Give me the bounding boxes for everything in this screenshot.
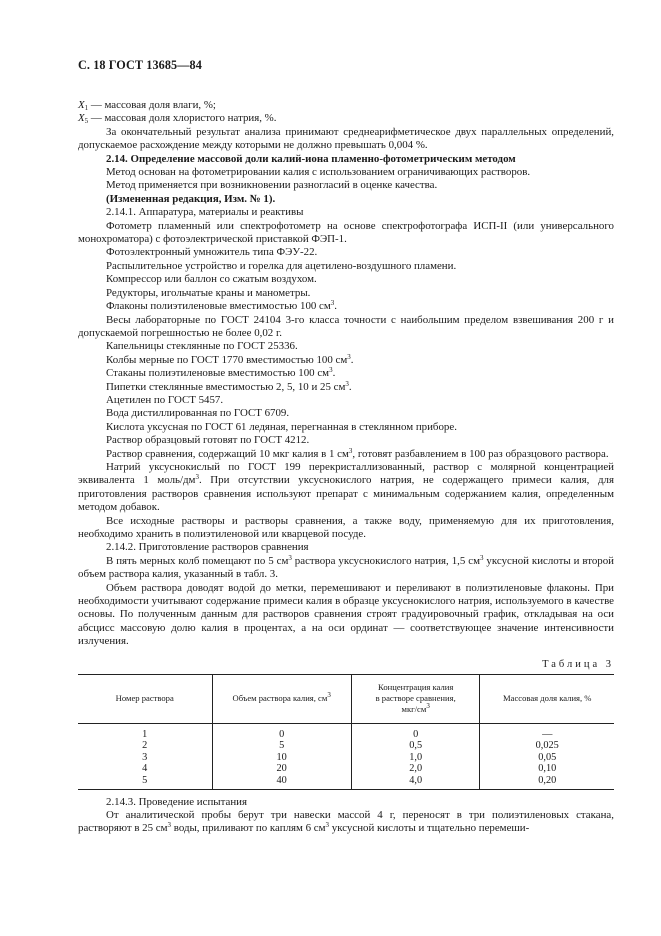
equip-reducers: Редукторы, игольчатые краны и манометры. <box>106 286 311 299</box>
equip-sodium-acetate: Натрий уксуснокислый по ГОСТ 199 перекристаллизованный, раствор с молярной концентрацией эквивалента 1 моль/$дм^3$. При отсутствии уксуснокислого натрия, не содержащего примеси калия, для приготовления растворов сравнения используют препарат с минимальным содержанием калия, определенным методом добавок. <box>78 460 614 514</box>
equip-pipettes: Пипетки стеклянные вместимостью 2, 5, 10 и 25 $см^3$. <box>106 379 352 393</box>
method-application: Метод применяется при возникновении разногласий в оценке качества. <box>106 179 438 192</box>
equip-scales: Весы лабораторные по ГОСТ 24104 3-го класса точности с наибольшим пределом взвешивания 200 г и допускаемой погрешностью не более 0,02 г. <box>78 313 614 339</box>
section-2-14-title: 2.14. Определение массовой доли калий-иона пламенно-фотометрическим методом <box>106 152 516 165</box>
section-2-14-3-title: 2.14.3. Проведение испытания <box>106 795 247 808</box>
edition-note: (Измененная редакция, Изм. № 1). <box>106 192 276 205</box>
col-concentration-header: Концентрация калия в растворе сравнения, мкг/$см^3$ <box>351 674 480 723</box>
col-volume-header: Объем раствора калия, $см^3$ <box>212 674 351 723</box>
equip-compressor: Компрессор или баллон со сжатым воздухом. <box>106 273 317 286</box>
equip-storage: Все исходные растворы и растворы сравнения, а также воду, применяемую для их приготовления, необходимо хранить в полиэтиленовой или кварцевой посуде. <box>78 514 614 540</box>
document-page <box>78 58 614 836</box>
equip-capillaries: Капельницы стеклянные по ГОСТ 25336. <box>106 340 298 353</box>
table-header-row <box>78 674 614 723</box>
equip-acetylene: Ацетилен по ГОСТ 5457. <box>106 393 224 406</box>
equip-water: Вода дистиллированная по ГОСТ 6709. <box>106 407 290 420</box>
method-principle: Метод основан на фотометрировании калия с использованием ограничивающих растворов. <box>106 166 531 179</box>
symbol-x1: X <box>78 99 85 111</box>
table-caption: Таблица 3 <box>542 658 614 670</box>
table-3 <box>78 674 614 790</box>
equip-flasks-pe: Флаконы полиэтиленовые вместимостью 100 $см^3$. <box>106 299 338 313</box>
col-number-header: Номер раствора <box>78 674 212 723</box>
equip-burner: Распылительное устройство и горелка для ацетилено-воздушного пламени. <box>106 259 457 272</box>
equip-volumetric-flasks: Колбы мерные по ГОСТ 1770 вместимостью 100 $см^3$. <box>106 352 354 366</box>
symbol-x5: X <box>78 112 85 125</box>
col-mass-header: Массовая доля калия, % <box>480 674 614 723</box>
equip-photometer: Фотометр пламенный или спектрофотометр на основе спектрофотографа ИСП-II (или универсального монохроматора) с фотоэлектрической приставкой ФЭП-1. <box>78 219 614 246</box>
table-row: 4 20 2,0 0,10 <box>78 763 614 775</box>
table-row: 1 0 0 — <box>78 723 614 740</box>
table-row: 2 5 0,5 0,025 <box>78 740 614 752</box>
section-2-14-1-title: 2.14.1. Аппаратура, материалы и реактивы <box>106 206 304 219</box>
equip-sample-solution: Раствор образцовый готовят по ГОСТ 4212. <box>106 434 310 447</box>
definition-x5: $X_5$ — массовая доля хлористого натрия, %. <box>78 112 277 126</box>
preparation-paragraph-2: Объем раствора доводят водой до метки, перемешивают и переливают в полиэтиленовые флаконы. При необходимости учитывают содержание примеси калия в образце уксуснокислого натрия, используемого в качестве основы. По полученным данным для растворов сравнения строят градуировочный график, откладывая на оси абсцисс массовую долю калия в процентах, а на оси ординат — соответствующее значение интенсивности излучения. <box>78 581 614 648</box>
equip-comparison-solution: Раствор сравнения, содержащий 10 мкг калия в 1 $см^3$, готовят разбавлением в 100 раз образцового раствора. <box>106 446 609 460</box>
equip-multiplier: Фотоэлектронный умножитель типа ФЭУ-22. <box>106 246 318 259</box>
equip-glasses: Стаканы полиэтиленовые вместимостью 100 $см^3$. <box>106 366 336 380</box>
page-header: С. 18 ГОСТ 13685—84 <box>78 58 202 72</box>
test-paragraph: От аналитической пробы берут три навески массой 4 г, переносят в три полиэтиленовых стакана, растворяют в 25 $см^3$ воды, приливают по каплям 6 $см^3$ уксусной кислоты и тщательно перемеши- <box>78 809 614 835</box>
table-row: 5 40 4,0 0,20 <box>78 775 614 789</box>
final-result-paragraph: За окончательный результат анализа принимают среднеарифметическое двух параллельных определений, допускаемое расхождение между которыми не должно превышать 0,004 %. <box>78 125 614 152</box>
definition-x1: $X_1$ — массовая доля влаги, %; <box>78 99 216 112</box>
section-2-14-2-title: 2.14.2. Приготовление растворов сравнения <box>106 541 309 554</box>
table-row: 3 10 1,0 0,05 <box>78 752 614 764</box>
preparation-paragraph: В пять мерных колб помещают по 5 $см^3$ раствора уксуснокислого натрия, 1,5 $см^3$ уксусной кислоты и второй объем раствора калия, указанный в табл. 3. <box>78 553 615 581</box>
equip-acid: Кислота уксусная по ГОСТ 61 ледяная, перегнанная в стеклянном приборе. <box>106 420 457 433</box>
